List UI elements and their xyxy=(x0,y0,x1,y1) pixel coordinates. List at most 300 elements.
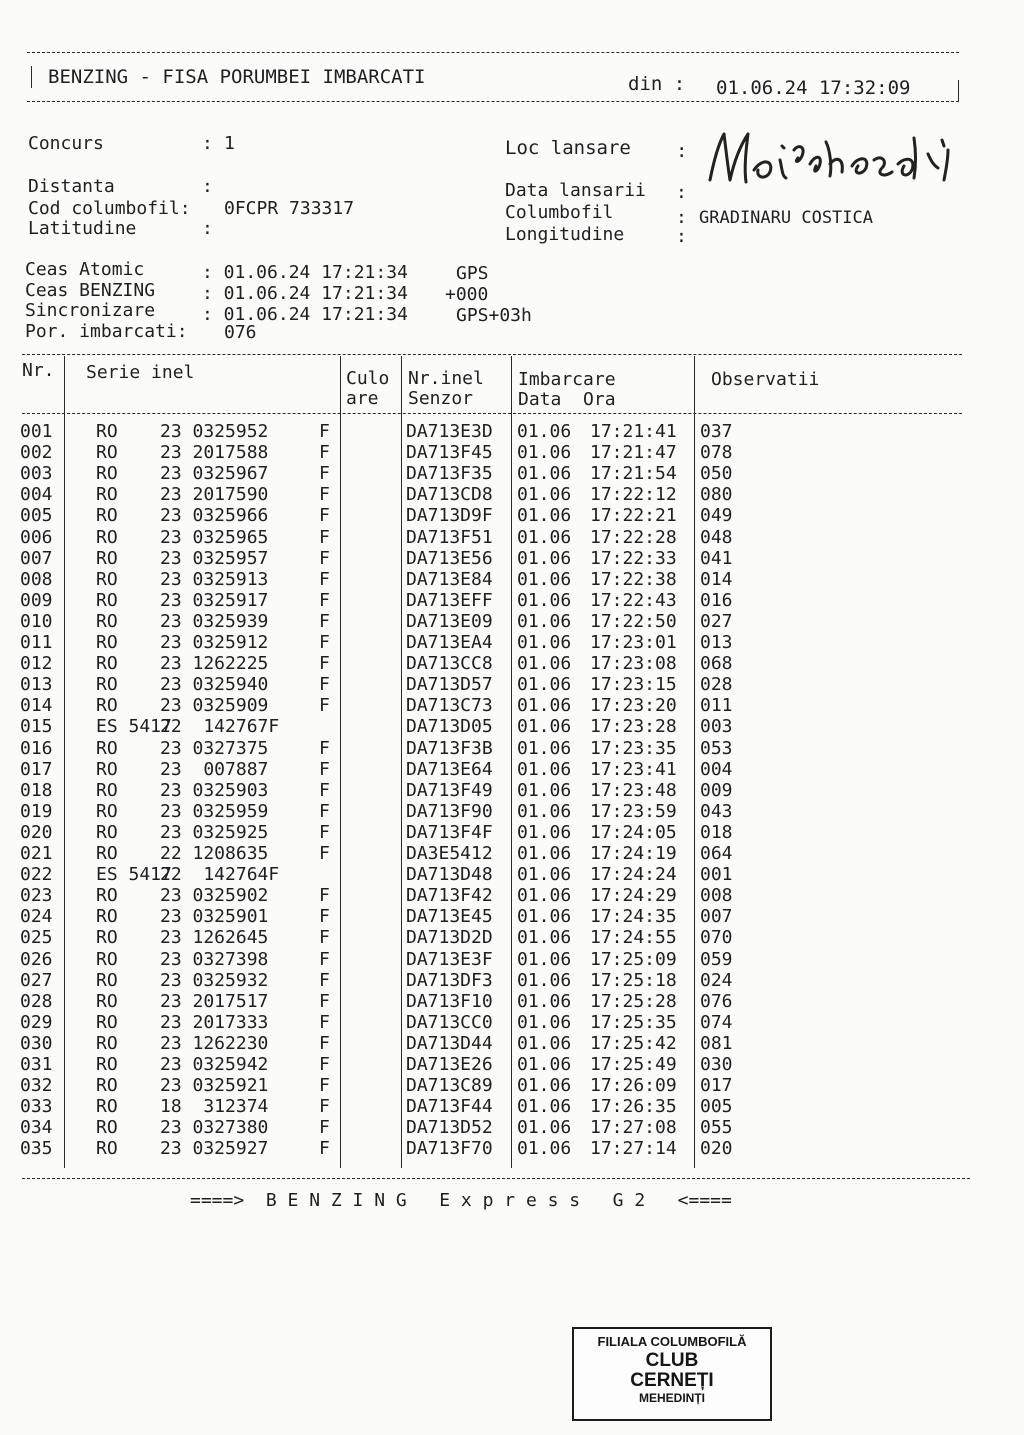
row-sex: F xyxy=(319,463,330,485)
row-boarding-date: 01.06 xyxy=(517,463,572,485)
row-boarding-time: 17:27:14 xyxy=(590,1138,677,1160)
row-observation: 009 xyxy=(700,779,733,801)
row-sex: F xyxy=(319,1117,330,1139)
print-date-value: 01.06.24 17:32:09 xyxy=(716,77,911,99)
row-boarding-date: 01.06 xyxy=(517,568,572,590)
table-row xyxy=(0,885,1024,906)
row-sex: F xyxy=(319,442,330,464)
row-number: 034 xyxy=(20,1117,53,1139)
row-sensor-id: DA713CD8 xyxy=(406,484,493,506)
row-boarding-date: 01.06 xyxy=(517,948,572,970)
row-boarding-time: 17:23:20 xyxy=(590,695,677,717)
table-row xyxy=(0,949,1024,970)
row-boarding-date: 01.06 xyxy=(517,779,572,801)
row-boarding-date: 01.06 xyxy=(517,843,572,864)
row-boarding-date: 01.06 xyxy=(517,1011,572,1033)
row-observation: 027 xyxy=(700,610,733,632)
row-boarding-time: 17:26:35 xyxy=(590,1096,677,1118)
row-number: 014 xyxy=(20,695,53,717)
col-header-nrinel-1: Nr.inel xyxy=(408,368,484,389)
row-ring-series: 23 0325957 xyxy=(160,547,269,569)
concurs-value: 1 xyxy=(224,133,235,154)
row-number: 011 xyxy=(20,632,53,653)
row-country-code: RO xyxy=(96,589,118,611)
table-row xyxy=(0,463,1024,484)
row-ring-series: 23 1262645 xyxy=(160,927,269,949)
row-number: 015 xyxy=(20,716,53,738)
table-row xyxy=(0,674,1024,695)
row-country-code: RO xyxy=(96,442,118,464)
row-ring-series: 23 0325901 xyxy=(160,906,269,928)
clock-sync-suffix: GPS+03h xyxy=(456,305,532,326)
cod-columbofil-label: Cod columbofil: xyxy=(28,198,191,219)
row-boarding-date: 01.06 xyxy=(517,885,572,907)
columbofil-label: Columbofil xyxy=(505,202,614,223)
row-sensor-id: DA713E64 xyxy=(406,758,493,780)
row-boarding-date: 01.06 xyxy=(517,864,572,886)
row-sex: F xyxy=(319,526,330,548)
row-boarding-time: 17:24:24 xyxy=(590,864,677,886)
row-country-code: RO xyxy=(96,737,118,759)
row-country-code: RO xyxy=(96,421,118,442)
table-row xyxy=(0,653,1024,674)
row-sensor-id: DA713D44 xyxy=(406,1032,493,1054)
row-boarding-date: 01.06 xyxy=(517,716,572,738)
row-sex: F xyxy=(319,1032,330,1054)
boarded-count-label: Por. imbarcati: xyxy=(25,321,188,342)
row-observation: 081 xyxy=(700,1032,733,1054)
table-row xyxy=(0,927,1024,948)
row-observation: 074 xyxy=(700,1011,733,1033)
report-title: BENZING - FISA PORUMBEI IMBARCATI xyxy=(48,66,426,88)
row-country-code: RO xyxy=(96,484,118,506)
row-sensor-id: DA713F42 xyxy=(406,885,493,907)
row-boarding-time: 17:21:41 xyxy=(590,421,677,442)
row-boarding-time: 17:23:01 xyxy=(590,632,677,653)
table-row xyxy=(0,1117,1024,1138)
row-sensor-id: DA713E45 xyxy=(406,906,493,928)
row-sex: F xyxy=(319,547,330,569)
row-country-code: RO xyxy=(96,1054,118,1075)
table-row xyxy=(0,738,1024,759)
row-country-code: RO xyxy=(96,547,118,569)
row-observation: 013 xyxy=(700,632,733,653)
footer-banner: ====> B E N Z I N G E x p r e s s G 2 <==== xyxy=(190,1190,732,1211)
loc-lansare-sep: : xyxy=(676,140,688,162)
row-ring-series: 22 142764F xyxy=(160,864,280,886)
table-row xyxy=(0,991,1024,1012)
row-sex: F xyxy=(319,969,330,991)
table-row xyxy=(0,1075,1024,1096)
row-boarding-time: 17:22:33 xyxy=(590,547,677,569)
row-ring-series: 23 0325932 xyxy=(160,969,269,991)
row-observation: 007 xyxy=(700,906,733,928)
table-row xyxy=(0,780,1024,801)
club-stamp xyxy=(572,1327,772,1421)
row-sensor-id: DA713E09 xyxy=(406,610,493,632)
row-ring-series: 23 0325927 xyxy=(160,1138,269,1160)
row-country-code: RO xyxy=(96,800,118,822)
row-number: 035 xyxy=(20,1138,53,1160)
row-number: 031 xyxy=(20,1054,53,1075)
row-number: 029 xyxy=(20,1011,53,1033)
row-boarding-date: 01.06 xyxy=(517,758,572,780)
row-country-code: RO xyxy=(96,821,118,843)
row-boarding-date: 01.06 xyxy=(517,1032,572,1054)
row-observation: 001 xyxy=(700,864,733,886)
row-sex: F xyxy=(319,885,330,907)
row-sex: F xyxy=(319,758,330,780)
latitudine-sep: : xyxy=(202,218,213,239)
row-boarding-time: 17:23:59 xyxy=(590,800,677,822)
row-number: 001 xyxy=(20,421,53,442)
row-observation: 080 xyxy=(700,484,733,506)
row-boarding-time: 17:23:48 xyxy=(590,779,677,801)
row-sex: F xyxy=(319,906,330,928)
row-observation: 028 xyxy=(700,674,733,696)
row-boarding-time: 17:24:05 xyxy=(590,821,677,843)
table-row xyxy=(0,759,1024,780)
table-row xyxy=(0,1012,1024,1033)
col-header-imbarcare-1: Imbarcare xyxy=(518,369,616,390)
row-sensor-id: DA713C89 xyxy=(406,1075,493,1097)
row-ring-series: 23 0325917 xyxy=(160,589,269,611)
row-ring-series: 23 0325909 xyxy=(160,695,269,717)
table-row xyxy=(0,970,1024,991)
table-row xyxy=(0,611,1024,632)
row-observation: 064 xyxy=(700,843,733,864)
row-number: 030 xyxy=(20,1032,53,1054)
row-number: 021 xyxy=(20,843,53,864)
row-boarding-date: 01.06 xyxy=(517,1138,572,1160)
clock-atomic-label: Ceas Atomic xyxy=(25,259,145,280)
row-ring-series: 23 0327375 xyxy=(160,737,269,759)
row-country-code: RO xyxy=(96,674,118,696)
row-boarding-date: 01.06 xyxy=(517,632,572,653)
col-header-nr: Nr. xyxy=(22,360,55,381)
row-observation: 049 xyxy=(700,505,733,527)
row-sex: F xyxy=(319,927,330,949)
row-observation: 048 xyxy=(700,526,733,548)
row-boarding-date: 01.06 xyxy=(517,589,572,611)
row-number: 019 xyxy=(20,800,53,822)
table-row xyxy=(0,864,1024,885)
row-boarding-time: 17:21:47 xyxy=(590,442,677,464)
row-boarding-date: 01.06 xyxy=(517,547,572,569)
row-boarding-time: 17:23:15 xyxy=(590,674,677,696)
col-header-serie: Serie inel xyxy=(86,362,195,383)
row-boarding-time: 17:24:19 xyxy=(590,843,677,864)
row-boarding-date: 01.06 xyxy=(517,927,572,949)
table-row xyxy=(0,695,1024,716)
row-sex: F xyxy=(319,779,330,801)
row-country-code: RO xyxy=(96,1032,118,1054)
table-row xyxy=(0,569,1024,590)
row-sensor-id: DA713C73 xyxy=(406,695,493,717)
row-observation: 014 xyxy=(700,568,733,590)
col-header-culoare-2: are xyxy=(346,388,379,409)
table-row xyxy=(0,1096,1024,1117)
row-observation: 024 xyxy=(700,969,733,991)
row-country-code: ES 5417 xyxy=(96,716,172,738)
row-ring-series: 23 0325902 xyxy=(160,885,269,907)
row-sensor-id: DA713F10 xyxy=(406,990,493,1012)
row-number: 006 xyxy=(20,526,53,548)
row-observation: 078 xyxy=(700,442,733,464)
row-country-code: RO xyxy=(96,990,118,1012)
row-sex: F xyxy=(319,610,330,632)
row-number: 032 xyxy=(20,1075,53,1097)
row-ring-series: 23 0325939 xyxy=(160,610,269,632)
row-boarding-date: 01.06 xyxy=(517,1054,572,1075)
row-country-code: RO xyxy=(96,463,118,485)
col-header-nrinel-2: Senzor xyxy=(408,388,474,409)
row-sex: F xyxy=(319,568,330,590)
row-number: 012 xyxy=(20,653,53,675)
row-number: 007 xyxy=(20,547,53,569)
table-header-bottom-rule xyxy=(22,413,962,414)
row-sensor-id: DA713EA4 xyxy=(406,632,493,653)
table-row xyxy=(0,843,1024,864)
row-boarding-date: 01.06 xyxy=(517,442,572,464)
row-country-code: RO xyxy=(96,927,118,949)
col-header-culoare-1: Culo xyxy=(346,368,390,389)
row-observation: 050 xyxy=(700,463,733,485)
row-boarding-time: 17:22:50 xyxy=(590,610,677,632)
row-boarding-date: 01.06 xyxy=(517,695,572,717)
row-ring-series: 23 2017333 xyxy=(160,1011,269,1033)
table-row xyxy=(0,1033,1024,1054)
row-boarding-time: 17:21:54 xyxy=(590,463,677,485)
row-sex: F xyxy=(319,589,330,611)
row-sensor-id: DA713F45 xyxy=(406,442,493,464)
row-boarding-date: 01.06 xyxy=(517,653,572,675)
row-ring-series: 23 0325952 xyxy=(160,421,269,442)
row-number: 023 xyxy=(20,885,53,907)
concurs-sep: : xyxy=(202,133,213,154)
row-boarding-time: 17:26:09 xyxy=(590,1075,677,1097)
row-number: 020 xyxy=(20,821,53,843)
latitudine-label: Latitudine xyxy=(28,218,137,239)
row-sex: F xyxy=(319,1096,330,1118)
table-row xyxy=(0,801,1024,822)
row-sensor-id: DA713CC8 xyxy=(406,653,493,675)
row-country-code: RO xyxy=(96,1011,118,1033)
row-ring-series: 23 0325965 xyxy=(160,526,269,548)
row-boarding-date: 01.06 xyxy=(517,1075,572,1097)
row-sensor-id: DA713F44 xyxy=(406,1096,493,1118)
row-number: 005 xyxy=(20,505,53,527)
row-boarding-time: 17:25:18 xyxy=(590,969,677,991)
row-observation: 055 xyxy=(700,1117,733,1139)
row-sensor-id: DA713D48 xyxy=(406,864,493,886)
row-boarding-time: 17:23:08 xyxy=(590,653,677,675)
stamp-line-3: CERNEȚI xyxy=(630,1369,714,1391)
row-number: 025 xyxy=(20,927,53,949)
stamp-line-4: MEHEDINȚI xyxy=(639,1390,705,1405)
loc-lansare-handwritten-signature xyxy=(702,120,962,200)
row-ring-series: 23 0325942 xyxy=(160,1054,269,1075)
clock-benzing-label: Ceas BENZING xyxy=(25,280,156,301)
row-country-code: RO xyxy=(96,779,118,801)
row-sensor-id: DA713F3B xyxy=(406,737,493,759)
row-sex: F xyxy=(319,674,330,696)
row-boarding-time: 17:22:12 xyxy=(590,484,677,506)
row-observation: 076 xyxy=(700,990,733,1012)
row-ring-series: 23 2017590 xyxy=(160,484,269,506)
row-ring-series: 23 0325912 xyxy=(160,632,269,653)
longitudine-label: Longitudine xyxy=(505,224,625,245)
row-sex: F xyxy=(319,948,330,970)
table-row xyxy=(0,484,1024,505)
row-country-code: RO xyxy=(96,969,118,991)
row-number: 022 xyxy=(20,864,53,886)
row-boarding-date: 01.06 xyxy=(517,610,572,632)
row-boarding-date: 01.06 xyxy=(517,526,572,548)
row-number: 003 xyxy=(20,463,53,485)
row-ring-series: 23 0325966 xyxy=(160,505,269,527)
row-sensor-id: DA713D2D xyxy=(406,927,493,949)
columbofil-sep: : xyxy=(676,207,687,228)
cod-columbofil-value: 0FCPR 733317 xyxy=(224,198,355,219)
row-ring-series: 23 0325913 xyxy=(160,568,269,590)
row-boarding-time: 17:24:29 xyxy=(590,885,677,907)
row-ring-series: 23 0325921 xyxy=(160,1075,269,1097)
row-observation: 070 xyxy=(700,927,733,949)
row-ring-series: 23 0325959 xyxy=(160,800,269,822)
row-sex: F xyxy=(319,1075,330,1097)
row-sex: F xyxy=(319,1011,330,1033)
row-ring-series: 23 2017588 xyxy=(160,442,269,464)
row-country-code: RO xyxy=(96,695,118,717)
row-boarding-time: 17:22:21 xyxy=(590,505,677,527)
row-boarding-date: 01.06 xyxy=(517,674,572,696)
row-country-code: RO xyxy=(96,948,118,970)
row-sex: F xyxy=(319,737,330,759)
row-observation: 037 xyxy=(700,421,733,442)
row-number: 013 xyxy=(20,674,53,696)
row-sensor-id: DA713D57 xyxy=(406,674,493,696)
row-country-code: RO xyxy=(96,843,118,864)
row-sensor-id: DA713D52 xyxy=(406,1117,493,1139)
header-top-rule xyxy=(27,52,959,53)
row-number: 028 xyxy=(20,990,53,1012)
row-sensor-id: DA713E26 xyxy=(406,1054,493,1075)
stamp-line-2: CLUB xyxy=(645,1349,699,1371)
row-country-code: RO xyxy=(96,632,118,653)
print-date-label: din : xyxy=(628,73,686,95)
row-boarding-time: 17:23:35 xyxy=(590,737,677,759)
row-number: 018 xyxy=(20,779,53,801)
row-sensor-id: DA713E84 xyxy=(406,568,493,590)
row-country-code: RO xyxy=(96,568,118,590)
row-ring-series: 23 1262230 xyxy=(160,1032,269,1054)
row-ring-series: 18 312374 xyxy=(160,1096,269,1118)
row-sensor-id: DA713F90 xyxy=(406,800,493,822)
row-boarding-date: 01.06 xyxy=(517,800,572,822)
row-number: 009 xyxy=(20,589,53,611)
clock-sync-label: Sincronizare xyxy=(25,300,156,321)
row-sex: F xyxy=(319,1138,330,1160)
row-boarding-date: 01.06 xyxy=(517,737,572,759)
row-observation: 008 xyxy=(700,885,733,907)
row-boarding-time: 17:27:08 xyxy=(590,1117,677,1139)
row-boarding-time: 17:22:43 xyxy=(590,589,677,611)
row-observation: 053 xyxy=(700,737,733,759)
columbofil-value: GRADINARU COSTICA xyxy=(699,208,873,228)
row-observation: 059 xyxy=(700,948,733,970)
row-sensor-id: DA713E56 xyxy=(406,547,493,569)
row-ring-series: 23 0325925 xyxy=(160,821,269,843)
row-number: 004 xyxy=(20,484,53,506)
row-sensor-id: DA713D05 xyxy=(406,716,493,738)
row-boarding-date: 01.06 xyxy=(517,906,572,928)
col-header-observatii: Observatii xyxy=(711,369,820,390)
row-ring-series: 23 0325903 xyxy=(160,779,269,801)
row-boarding-date: 01.06 xyxy=(517,484,572,506)
row-number: 017 xyxy=(20,758,53,780)
table-row xyxy=(0,421,1024,442)
longitudine-sep: : xyxy=(676,226,687,247)
header-right-border xyxy=(958,80,959,102)
row-number: 027 xyxy=(20,969,53,991)
row-boarding-time: 17:23:41 xyxy=(590,758,677,780)
row-boarding-date: 01.06 xyxy=(517,969,572,991)
row-country-code: RO xyxy=(96,1096,118,1118)
clock-benzing-suffix: +000 xyxy=(445,284,489,305)
row-ring-series: 23 1262225 xyxy=(160,653,269,675)
row-observation: 005 xyxy=(700,1096,733,1118)
row-boarding-time: 17:23:28 xyxy=(590,716,677,738)
row-country-code: RO xyxy=(96,1075,118,1097)
row-ring-series: 23 007887 xyxy=(160,758,269,780)
row-ring-series: 22 1208635 xyxy=(160,843,269,864)
row-sensor-id: DA713D9F xyxy=(406,505,493,527)
row-ring-series: 23 0325967 xyxy=(160,463,269,485)
table-row xyxy=(0,632,1024,653)
row-country-code: RO xyxy=(96,505,118,527)
row-sex: F xyxy=(319,1054,330,1075)
header-left-border xyxy=(31,66,32,88)
row-number: 008 xyxy=(20,568,53,590)
row-sex: F xyxy=(319,800,330,822)
row-ring-series: 23 2017517 xyxy=(160,990,269,1012)
row-number: 002 xyxy=(20,442,53,464)
row-observation: 020 xyxy=(700,1138,733,1160)
concurs-label: Concurs xyxy=(28,133,104,154)
row-observation: 011 xyxy=(700,695,733,717)
table-row xyxy=(0,442,1024,463)
table-row xyxy=(0,1054,1024,1075)
table-bottom-rule xyxy=(22,1178,970,1179)
table-header-top-rule xyxy=(22,354,962,355)
row-sex: F xyxy=(319,990,330,1012)
stamp-line-1: FILIALA COLUMBOFILĂ xyxy=(597,1334,747,1349)
row-sex: F xyxy=(319,421,330,442)
row-boarding-time: 17:22:28 xyxy=(590,526,677,548)
row-boarding-time: 17:24:35 xyxy=(590,906,677,928)
row-country-code: RO xyxy=(96,526,118,548)
row-boarding-date: 01.06 xyxy=(517,1096,572,1118)
row-sensor-id: DA713F4F xyxy=(406,821,493,843)
row-ring-series: 23 0327398 xyxy=(160,948,269,970)
distanta-label: Distanta xyxy=(28,176,115,197)
row-boarding-date: 01.06 xyxy=(517,505,572,527)
row-sensor-id: DA713E3D xyxy=(406,421,493,442)
clock-atomic-value: : 01.06.24 17:21:34 xyxy=(202,262,408,283)
table-row xyxy=(0,548,1024,569)
row-observation: 017 xyxy=(700,1075,733,1097)
